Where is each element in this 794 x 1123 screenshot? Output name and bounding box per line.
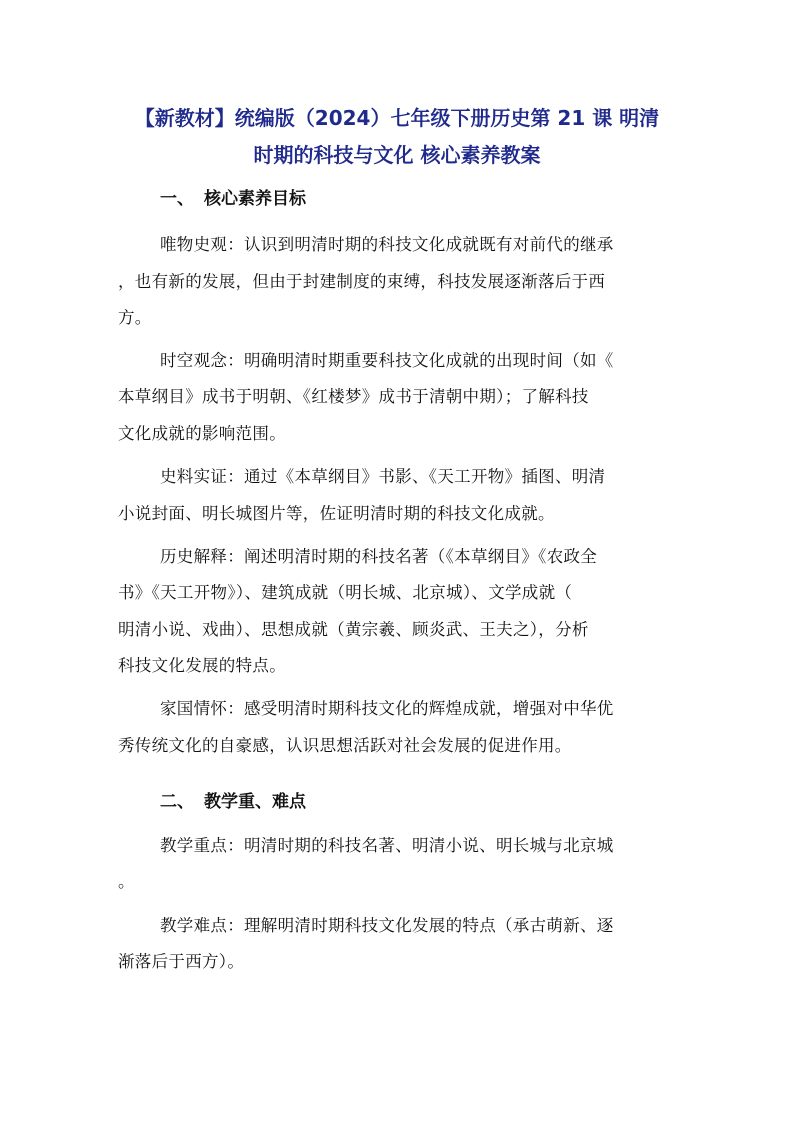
paragraph-1-line-2: ，也有新的发展，但由于封建制度的束缚，科技发展逐渐落后于西 [118, 272, 606, 291]
key-point-line-1: 教学重点：明清时期的科技名著、明清小说、明长城与北京城 [160, 836, 614, 855]
section-1-title: 核心素养目标 [204, 189, 306, 209]
document-title-line-1: 【新教材】统编版（2024）七年级下册历史第 21 课 明清 [134, 106, 660, 130]
paragraph-4-line-4: 科技文化发展的特点。 [118, 656, 286, 675]
difficult-point-line-1: 教学难点：理解明清时期科技文化发展的特点（承古萌新、逐 [160, 916, 614, 935]
paragraph-4-line-1: 历史解释：阐述明清时期的科技名著（《本草纲目》《农政全 [160, 547, 598, 566]
section-2-title: 教学重、难点 [204, 792, 306, 812]
paragraph-4-line-3: 明清小说、戏曲）、思想成就（黄宗羲、顾炎武、王夫之），分析 [118, 620, 589, 639]
difficult-point-line-2: 渐落后于西方）。 [118, 952, 245, 971]
paragraph-2-line-3: 文化成就的影响范围。 [118, 424, 286, 443]
paragraph-1-line-3: 方。 [118, 308, 152, 327]
paragraph-3-line-2: 小说封面、明长城图片等，佐证明清时期的科技文化成就。 [118, 504, 555, 523]
key-point-line-2: 。 [118, 872, 135, 891]
section-1-heading [160, 187, 306, 211]
paragraph-2-line-1: 时空观念：明确明清时期重要科技文化成就的出现时间（如《 [160, 351, 614, 370]
section-2-number: 二、 [160, 792, 194, 812]
paragraph-5-line-1: 家国情怀：感受明清时期科技文化的辉煌成就，增强对中华优 [160, 699, 614, 718]
paragraph-3-line-1: 史料实证：通过《本草纲目》书影、《天工开物》插图、明清 [160, 467, 606, 486]
paragraph-1-line-1: 唯物史观：认识到明清时期的科技文化成就既有对前代的继承 [160, 235, 614, 254]
section-2-heading [160, 790, 306, 814]
paragraph-4-line-2: 书》《天工开物》）、建筑成就（明长城、北京城）、文学成就（ [118, 583, 573, 602]
paragraph-2-line-2: 本草纲目》成书于明朝、《红楼梦》成书于清朝中期）；了解科技 [118, 387, 589, 406]
section-1-number: 一、 [160, 189, 194, 209]
document-title-line-2: 时期的科技与文化 核心素养教案 [253, 143, 541, 167]
paragraph-5-line-2: 秀传统文化的自豪感，认识思想活跃对社会发展的促进作用。 [118, 736, 572, 755]
